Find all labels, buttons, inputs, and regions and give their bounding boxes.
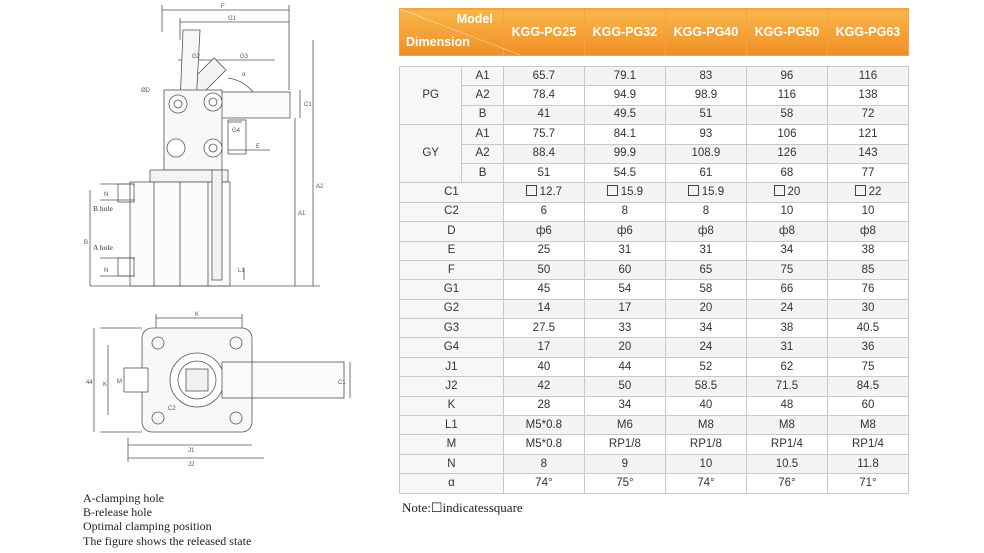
param-label: J2 <box>400 377 504 396</box>
value-cell: ф8 <box>746 222 827 241</box>
value-cell: 38 <box>827 241 908 260</box>
value-text: 20 <box>787 186 801 199</box>
value-cell: 126 <box>746 144 827 163</box>
value-cell: 11.8 <box>827 454 908 473</box>
value-cell: 88.4 <box>503 144 584 163</box>
value-cell: 98.9 <box>665 86 746 105</box>
value-text: 22 <box>868 186 882 199</box>
value-cell: 40 <box>503 357 584 376</box>
svg-text:B hole: B hole <box>93 204 113 213</box>
value-cell: 54 <box>584 280 665 299</box>
value-cell: 76° <box>746 474 827 493</box>
value-cell: 24 <box>665 338 746 357</box>
value-cell: 50 <box>503 260 584 279</box>
sub-param-label: A2 <box>462 86 504 105</box>
value-cell: M5*0.8 <box>503 416 584 435</box>
value-cell: 10 <box>746 202 827 221</box>
value-cell: 51 <box>503 163 584 182</box>
svg-text:G4: G4 <box>232 128 241 134</box>
svg-text:F: F <box>221 4 225 10</box>
model-label: Model <box>456 12 493 26</box>
value-cell: 72 <box>827 105 908 124</box>
table-row <box>400 260 909 279</box>
value-cell: 44 <box>584 357 665 376</box>
param-label: G3 <box>400 319 504 338</box>
value-cell: M8 <box>827 416 908 435</box>
model-header-3: KGG-PG50 <box>746 9 827 56</box>
value-cell: 60 <box>584 260 665 279</box>
value-cell: 6 <box>503 202 584 221</box>
param-label: α <box>400 474 504 493</box>
svg-text:C1: C1 <box>304 102 312 108</box>
param-label: C2 <box>400 202 504 221</box>
spec-table <box>399 8 909 494</box>
value-cell: 94.9 <box>584 86 665 105</box>
value-cell: 58.5 <box>665 377 746 396</box>
value-cell: 96 <box>746 67 827 86</box>
svg-text:A1: A1 <box>298 211 306 217</box>
svg-text:α: α <box>242 72 246 78</box>
square-symbol-icon <box>526 185 537 196</box>
table-row <box>400 377 909 396</box>
model-header-0: KGG-PG25 <box>503 9 584 56</box>
value-cell: 34 <box>584 396 665 415</box>
value-cell: 108.9 <box>665 144 746 163</box>
table-row <box>400 338 909 357</box>
value-cell: 42 <box>503 377 584 396</box>
value-cell: 65.7 <box>503 67 584 86</box>
value-text: 15.9 <box>701 186 725 199</box>
value-cell: 34 <box>665 319 746 338</box>
value-cell <box>827 183 908 202</box>
svg-text:44: 44 <box>86 380 93 386</box>
value-cell: 8 <box>665 202 746 221</box>
table-row <box>400 319 909 338</box>
model-header-1: KGG-PG32 <box>584 9 665 56</box>
sub-param-label: A1 <box>462 67 504 86</box>
param-label: E <box>400 241 504 260</box>
svg-text:K: K <box>103 382 108 388</box>
value-cell: 116 <box>827 67 908 86</box>
top-view-drawing <box>94 314 350 462</box>
value-cell: 76 <box>827 280 908 299</box>
value-cell: 58 <box>746 105 827 124</box>
value-cell: 84.5 <box>827 377 908 396</box>
value-cell: 143 <box>827 144 908 163</box>
value-cell: 121 <box>827 125 908 144</box>
value-cell: 93 <box>665 125 746 144</box>
group-label: PG <box>400 67 462 125</box>
table-row <box>400 125 909 144</box>
value-cell: 40 <box>665 396 746 415</box>
svg-text:B: B <box>84 240 89 246</box>
table-row <box>400 454 909 473</box>
value-cell: 71° <box>827 474 908 493</box>
svg-text:J1: J1 <box>188 448 195 454</box>
value-cell: 54.5 <box>584 163 665 182</box>
table-row <box>400 396 909 415</box>
value-cell: 20 <box>665 299 746 318</box>
model-header-4: KGG-PG63 <box>827 9 908 56</box>
svg-text:J2: J2 <box>188 462 195 468</box>
value-cell: 68 <box>746 163 827 182</box>
dimension-label: Dimension <box>406 35 470 49</box>
value-cell: 17 <box>503 338 584 357</box>
value-cell: 28 <box>503 396 584 415</box>
sub-param-label: A1 <box>462 125 504 144</box>
value-cell <box>746 183 827 202</box>
value-cell: 65 <box>665 260 746 279</box>
table-row <box>400 241 909 260</box>
value-cell <box>665 183 746 202</box>
table-row <box>400 163 909 182</box>
table-row <box>400 86 909 105</box>
value-text: 15.9 <box>620 186 644 199</box>
value-cell <box>503 183 584 202</box>
value-cell: 20 <box>584 338 665 357</box>
value-cell: 14 <box>503 299 584 318</box>
table-row <box>400 416 909 435</box>
value-cell: 31 <box>584 241 665 260</box>
param-label: L1 <box>400 416 504 435</box>
value-cell: 34 <box>746 241 827 260</box>
value-cell: RP1/8 <box>584 435 665 454</box>
param-label: N <box>400 454 504 473</box>
table-row <box>400 144 909 163</box>
value-cell: 75° <box>584 474 665 493</box>
param-label: G2 <box>400 299 504 318</box>
value-cell: 17 <box>584 299 665 318</box>
svg-text:C2: C2 <box>168 406 176 412</box>
table-note: Note:☐indicatessquare <box>402 500 523 515</box>
value-cell: 8 <box>503 454 584 473</box>
param-label: G1 <box>400 280 504 299</box>
value-cell: 52 <box>665 357 746 376</box>
spacer-row <box>400 56 909 67</box>
value-cell: 85 <box>827 260 908 279</box>
value-cell: ф6 <box>503 222 584 241</box>
table-row <box>400 202 909 221</box>
value-cell: 24 <box>746 299 827 318</box>
value-cell: ф8 <box>827 222 908 241</box>
param-label: G4 <box>400 338 504 357</box>
table-row <box>400 222 909 241</box>
param-label: D <box>400 222 504 241</box>
value-cell: 49.5 <box>584 105 665 124</box>
value-cell: ф6 <box>584 222 665 241</box>
value-cell: 25 <box>503 241 584 260</box>
value-cell: 71.5 <box>746 377 827 396</box>
value-cell: 40.5 <box>827 319 908 338</box>
param-label: J1 <box>400 357 504 376</box>
front-view-drawing <box>90 5 320 286</box>
value-cell: 77 <box>827 163 908 182</box>
value-cell: 75 <box>827 357 908 376</box>
value-cell: 48 <box>746 396 827 415</box>
svg-text:E: E <box>256 144 261 150</box>
value-cell: 9 <box>584 454 665 473</box>
value-cell: 99.9 <box>584 144 665 163</box>
value-cell: 31 <box>665 241 746 260</box>
value-cell: 62 <box>746 357 827 376</box>
value-cell: 61 <box>665 163 746 182</box>
table-row <box>400 299 909 318</box>
header-corner-cell <box>400 9 504 56</box>
svg-text:N: N <box>104 192 109 198</box>
value-cell: 83 <box>665 67 746 86</box>
value-cell: 79.1 <box>584 67 665 86</box>
value-cell: 41 <box>503 105 584 124</box>
value-cell: 78.4 <box>503 86 584 105</box>
spacer-cell <box>400 56 909 67</box>
svg-text:A2: A2 <box>316 184 324 190</box>
header-row <box>400 9 909 56</box>
value-cell: 36 <box>827 338 908 357</box>
svg-text:G3: G3 <box>240 54 249 60</box>
param-label: K <box>400 396 504 415</box>
square-symbol-icon <box>774 185 785 196</box>
model-header-2: KGG-PG40 <box>665 9 746 56</box>
table-row <box>400 105 909 124</box>
note-released-state: The figure shows the released state <box>83 533 252 548</box>
value-cell: 30 <box>827 299 908 318</box>
svg-text:ØD: ØD <box>141 88 150 94</box>
value-cell: 138 <box>827 86 908 105</box>
value-cell: 60 <box>827 396 908 415</box>
value-cell: M6 <box>584 416 665 435</box>
spec-table-body <box>400 56 909 494</box>
value-cell: 74° <box>665 474 746 493</box>
value-cell: 10.5 <box>746 454 827 473</box>
value-cell: 31 <box>746 338 827 357</box>
square-symbol-icon <box>607 185 618 196</box>
svg-text:G2: G2 <box>192 54 201 60</box>
table-row <box>400 435 909 454</box>
value-cell: 116 <box>746 86 827 105</box>
note-optimal-position: Optimal clamping position <box>83 519 212 534</box>
sub-param-label: B <box>462 163 504 182</box>
svg-text:A hole: A hole <box>93 243 113 252</box>
svg-text:M: M <box>117 379 122 385</box>
value-cell <box>584 183 665 202</box>
table-row <box>400 474 909 493</box>
value-cell: RP1/8 <box>665 435 746 454</box>
value-cell: 51 <box>665 105 746 124</box>
note-release-hole: B-release hole <box>83 505 152 520</box>
value-cell: 58 <box>665 280 746 299</box>
value-cell: 74° <box>503 474 584 493</box>
value-cell: 84.1 <box>584 125 665 144</box>
note-clamping-hole: A-clamping hole <box>83 491 164 505</box>
value-cell: 10 <box>665 454 746 473</box>
value-cell: ф8 <box>665 222 746 241</box>
value-cell: M8 <box>746 416 827 435</box>
value-cell: 33 <box>584 319 665 338</box>
value-cell: 75.7 <box>503 125 584 144</box>
svg-text:K: K <box>195 312 200 318</box>
value-cell: M5*0.8 <box>503 435 584 454</box>
svg-text:G1: G1 <box>228 16 237 22</box>
group-label: GY <box>400 125 462 183</box>
value-cell: RP1/4 <box>746 435 827 454</box>
sub-param-label: A2 <box>462 144 504 163</box>
value-cell: M8 <box>665 416 746 435</box>
value-cell: 50 <box>584 377 665 396</box>
notes-block <box>83 491 251 548</box>
table-row <box>400 183 909 202</box>
value-cell: 10 <box>827 202 908 221</box>
value-cell: 27.5 <box>503 319 584 338</box>
param-label: C1 <box>400 183 504 202</box>
svg-text:N: N <box>104 268 109 274</box>
value-cell: 75 <box>746 260 827 279</box>
table-row <box>400 280 909 299</box>
value-cell: 8 <box>584 202 665 221</box>
param-label: F <box>400 260 504 279</box>
value-cell: 106 <box>746 125 827 144</box>
svg-text:C1: C1 <box>338 380 346 386</box>
table-row <box>400 357 909 376</box>
param-label: M <box>400 435 504 454</box>
value-text: 12.7 <box>539 186 563 199</box>
value-cell: 66 <box>746 280 827 299</box>
table-row <box>400 67 909 86</box>
svg-text:L1: L1 <box>238 268 245 274</box>
sub-param-label: B <box>462 105 504 124</box>
value-cell: RP1/4 <box>827 435 908 454</box>
value-cell: 38 <box>746 319 827 338</box>
square-symbol-icon <box>855 185 866 196</box>
square-symbol-icon <box>688 185 699 196</box>
value-cell: 45 <box>503 280 584 299</box>
